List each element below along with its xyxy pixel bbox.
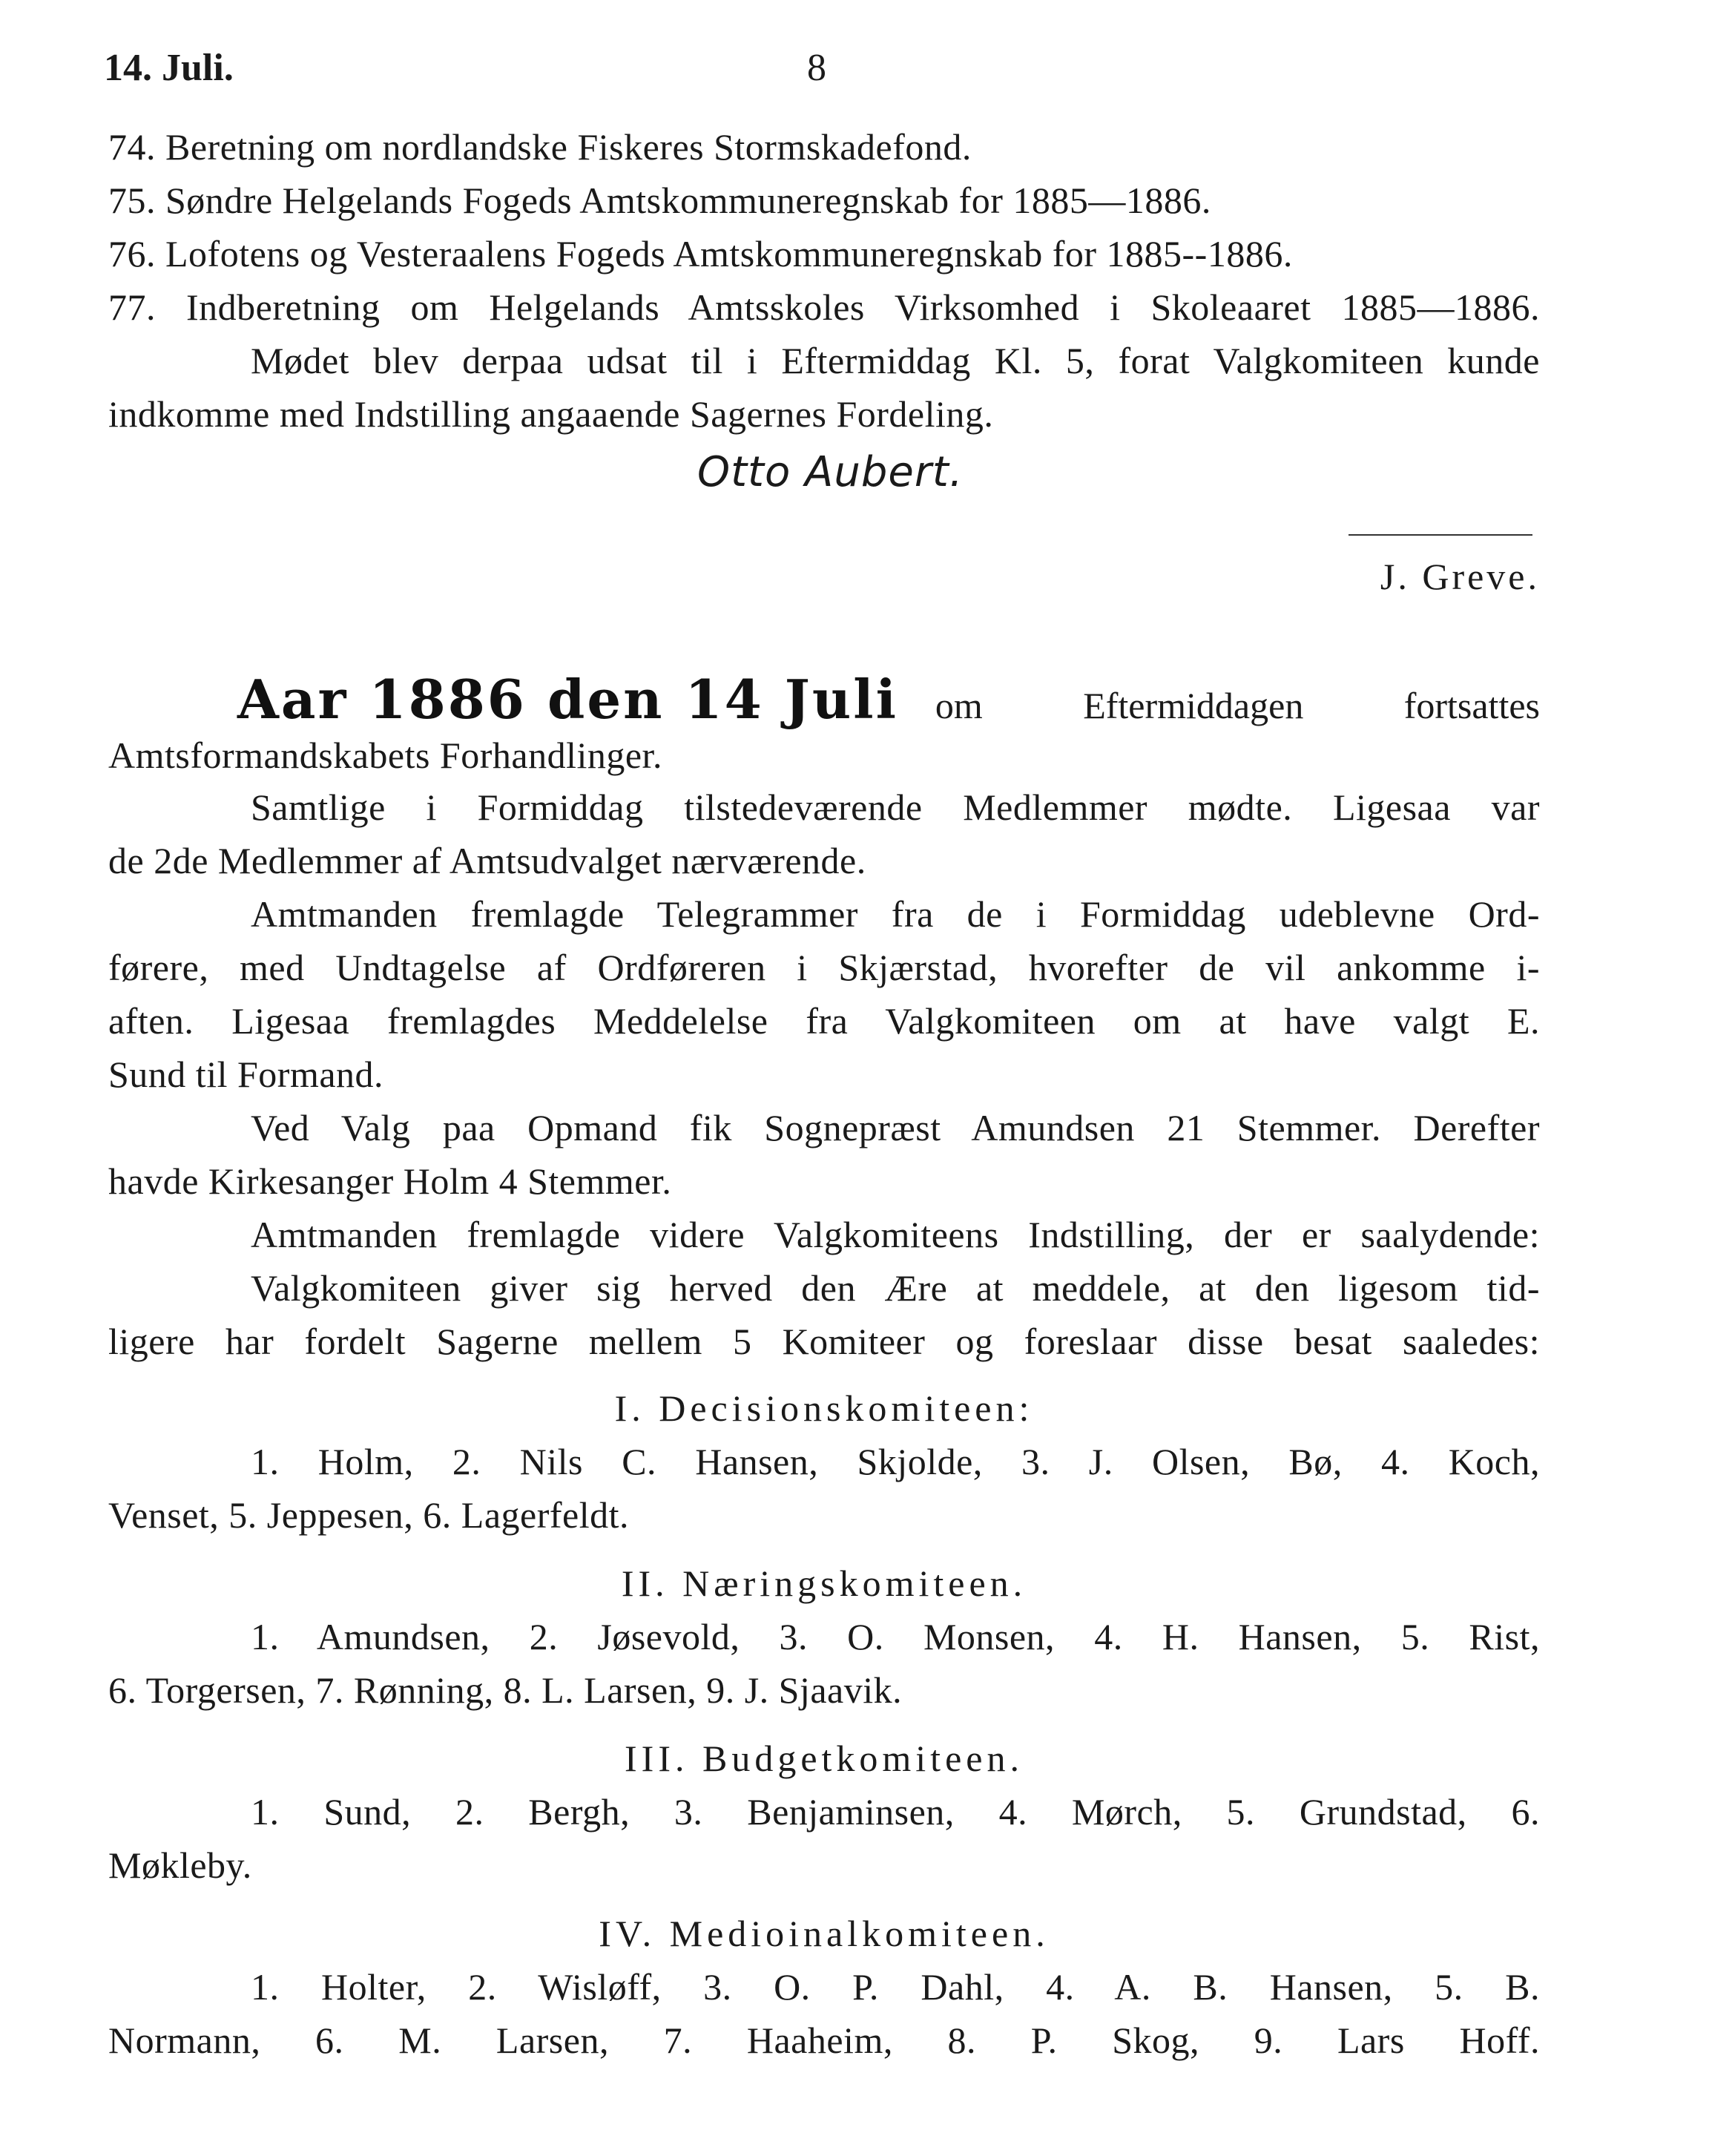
adjourn-text-line: Mødet blev derpaa udsat til i Eftermiddag Kl. 5, forat Valgkomiteen kunde bbox=[251, 340, 1540, 381]
committee-members-line: Møkleby. bbox=[108, 1844, 252, 1886]
session-heading-rest bbox=[935, 684, 1540, 727]
heading-word: Eftermiddagen bbox=[1083, 685, 1304, 726]
page-header-date: 14. Juli. bbox=[104, 47, 234, 89]
adjourn-text-line: indkomme med Indstilling angaaende Sagernes Fordeling. bbox=[108, 393, 994, 435]
paragraph-line: ligere har fordelt Sagerne mellem 5 Komiteer og foreslaar disse besat saaledes: bbox=[108, 1321, 1540, 1362]
list-item: 75. Søndre Helgelands Fogeds Amtskommuneregnskab for 1885—1886. bbox=[108, 180, 1211, 221]
paragraph-line: Samtlige i Formiddag tilstedeværende Medlemmer mødte. Ligesaa var bbox=[251, 786, 1540, 828]
paragraph-line: Valgkomiteen giver sig herved den Ære at meddele, at den ligesom tid- bbox=[251, 1267, 1540, 1309]
paragraph-line: førere, med Undtagelse af Ordføreren i Skjærstad, hvorefter de vil ankomme i- bbox=[108, 947, 1540, 988]
list-item: 76. Lofotens og Vesteraalens Fogeds Amtskommuneregnskab for 1885--1886. bbox=[108, 233, 1293, 275]
paragraph-line: Sund til Formand. bbox=[108, 1054, 384, 1095]
session-heading-bold: Aar 1886 den 14 Juli bbox=[237, 668, 898, 731]
paragraph-line: Amtmanden fremlagde Telegrammer fra de i Formiddag udeblevne Ord- bbox=[251, 893, 1540, 935]
page-number: 8 bbox=[807, 47, 826, 89]
committee-title: I. Decisionskomiteen: bbox=[614, 1387, 1034, 1429]
session-heading-line2: Amtsformandskabets Forhandlinger. bbox=[108, 734, 662, 776]
committee-members-line: Venset, 5. Jeppesen, 6. Lagerfeldt. bbox=[108, 1494, 629, 1536]
committee-members-line: 6. Torgersen, 7. Rønning, 8. L. Larsen, 9. J. Sjaavik. bbox=[108, 1669, 903, 1711]
committee-title: IV. Medioinalkomiteen. bbox=[599, 1913, 1050, 1954]
list-item: 74. Beretning om nordlandske Fiskeres Stormskadefond. bbox=[108, 126, 972, 168]
signature-divider bbox=[1349, 534, 1532, 536]
heading-word: fortsattes bbox=[1403, 685, 1540, 726]
chair-signature: Otto Aubert. bbox=[697, 448, 964, 496]
committee-members-line: Normann, 6. M. Larsen, 7. Haaheim, 8. P. Skog, 9. Lars Hoff. bbox=[108, 2019, 1540, 2061]
committee-title: II. Næringskomiteen. bbox=[621, 1562, 1027, 1604]
committee-title: III. Budgetkomiteen. bbox=[625, 1738, 1024, 1779]
paragraph-line: Ved Valg paa Opmand fik Sognepræst Amundsen 21 Stemmer. Derefter bbox=[251, 1107, 1540, 1148]
list-item: 77. Indberetning om Helgelands Amtsskoles Virksomhed i Skoleaaret 1885—1886. bbox=[108, 286, 1540, 328]
committee-members-line: 1. Sund, 2. Bergh, 3. Benjaminsen, 4. Mørch, 5. Grundstad, 6. bbox=[251, 1791, 1540, 1833]
heading-word: om bbox=[935, 685, 983, 726]
committee-members-line: 1. Holm, 2. Nils C. Hansen, Skjolde, 3. J. Olsen, Bø, 4. Koch, bbox=[251, 1441, 1540, 1482]
session-heading bbox=[237, 668, 1540, 731]
committee-members-line: 1. Amundsen, 2. Jøsevold, 3. O. Monsen, 4. H. Hansen, 5. Rist, bbox=[251, 1616, 1540, 1657]
paragraph-line: de 2de Medlemmer af Amtsudvalget nærværende. bbox=[108, 840, 866, 881]
secretary-signature: J. Greve. bbox=[1380, 556, 1540, 597]
paragraph-line: aften. Ligesaa fremlagdes Meddelelse fra Valgkomiteen om at have valgt E. bbox=[108, 1000, 1540, 1042]
paragraph-line: havde Kirkesanger Holm 4 Stemmer. bbox=[108, 1160, 672, 1202]
committee-members-line: 1. Holter, 2. Wisløff, 3. O. P. Dahl, 4. A. B. Hansen, 5. B. bbox=[251, 1966, 1540, 2008]
paragraph-line: Amtmanden fremlagde videre Valgkomiteens Indstilling, der er saalydende: bbox=[251, 1214, 1540, 1255]
